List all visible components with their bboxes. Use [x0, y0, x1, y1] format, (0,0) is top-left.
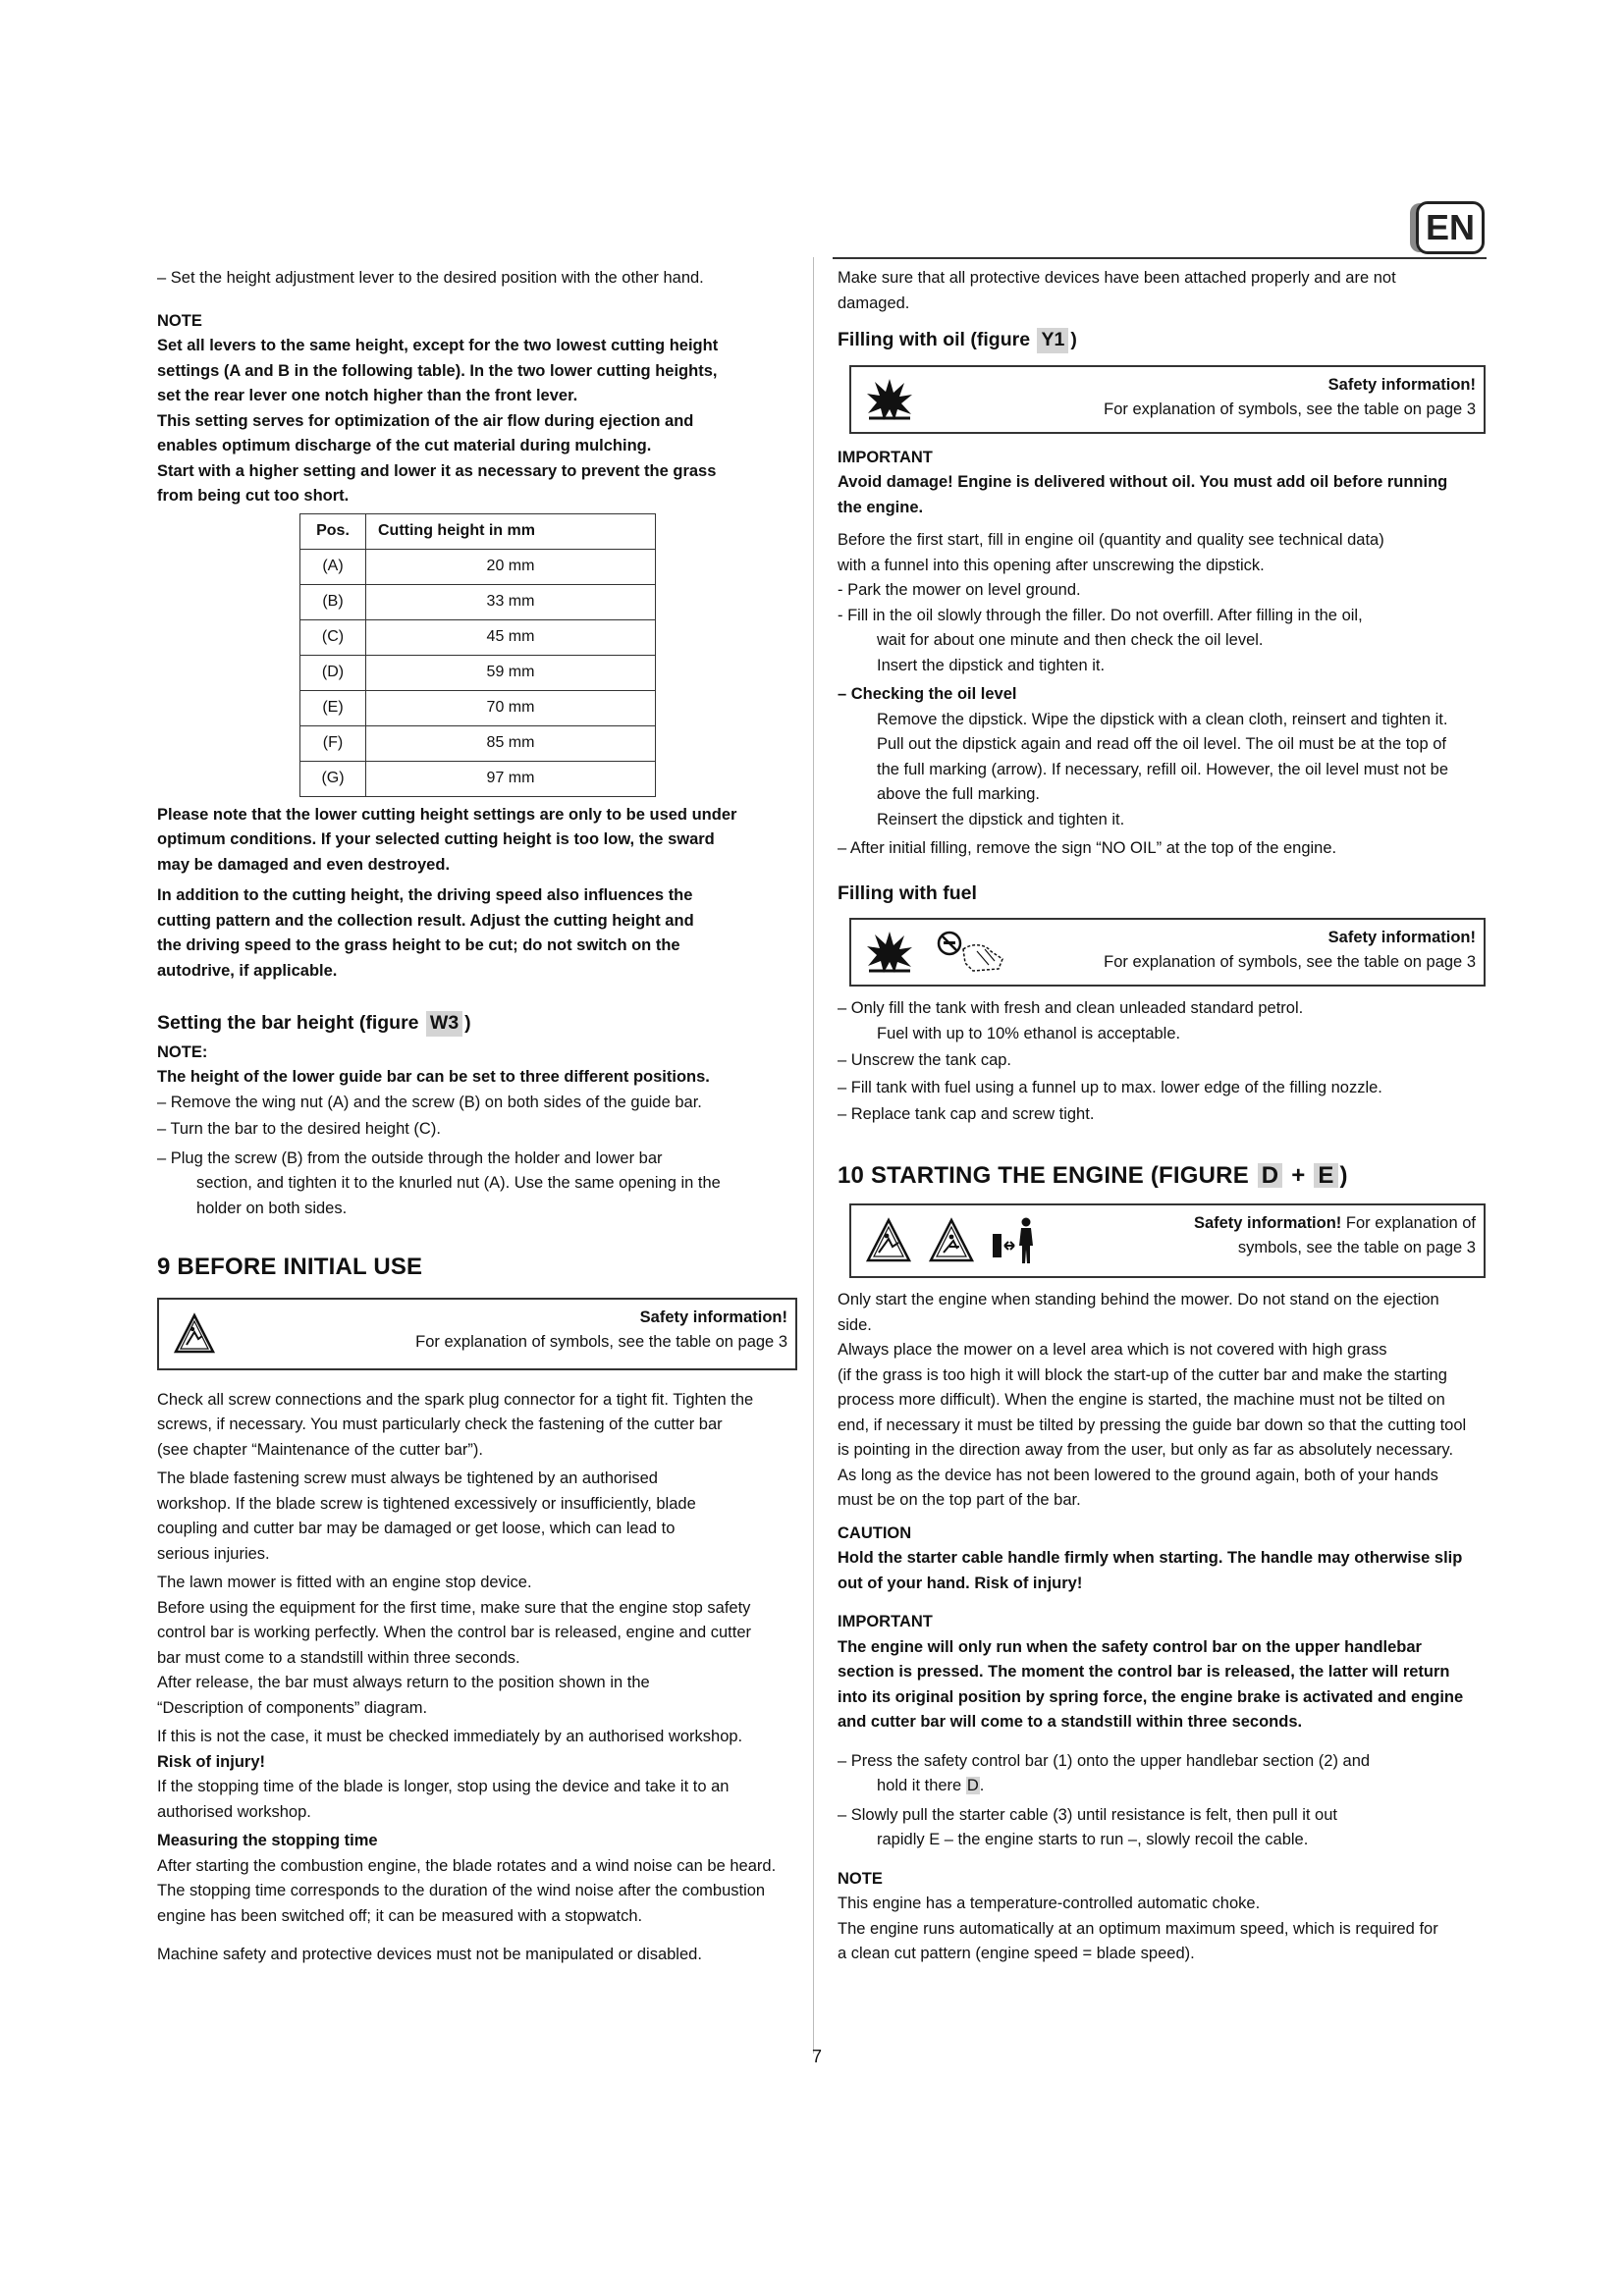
driving-speed-note	[157, 883, 797, 984]
note-line: settings (A and B in the following table). In the two lower cutting heights,	[157, 361, 718, 380]
bar-note-text: The height of the lower guide bar can be set to three different positions.	[157, 1068, 710, 1086]
warning-line: may be damaged and even destroyed.	[157, 855, 451, 874]
text-line: (if the grass is too high it will block the start-up of the cutter bar and make the starting	[838, 1365, 1447, 1384]
check-oil-line: above the full marking.	[877, 785, 1041, 803]
fuel-step: – Replace tank cap and screw tight.	[838, 1105, 1095, 1123]
safety-description: For explanation of symbols, see the table on page 3	[415, 1332, 787, 1351]
language-code: EN	[1425, 207, 1475, 247]
bar-step-cont: section, and tighten it to the knurled nut (A). Use the same opening in the	[196, 1174, 721, 1192]
figure-ref-d: D	[1258, 1163, 1283, 1189]
note-line: enables optimum discharge of the cut material during mulching.	[157, 437, 652, 454]
text-line: Before using the equipment for the first time, make sure that the engine stop safety	[157, 1598, 751, 1617]
text-line: must be on the top part of the bar.	[838, 1491, 1081, 1509]
right-column	[838, 263, 1486, 1967]
table-header: Cutting height in mm	[366, 513, 656, 549]
warning-low-height	[157, 803, 797, 879]
figure-ref-w3: W3	[426, 1011, 462, 1037]
text-line: process more difficult). When the engine is started, the machine must not be tilted on	[838, 1391, 1445, 1409]
heading-text: Filling with oil (figure	[838, 329, 1031, 350]
heading-close: )	[1339, 1161, 1348, 1189]
note-line: This setting serves for optimization of the air flow during ejection and	[157, 411, 694, 430]
text-line: serious injuries.	[157, 1544, 270, 1563]
heading-close: )	[464, 1012, 471, 1034]
text-line: workshop. If the blade screw is tightened excessively or insufficiently, blade	[157, 1494, 696, 1513]
table-cell: 70 mm	[366, 690, 656, 725]
heading-close: )	[1070, 329, 1077, 350]
text-line: The lawn mower is fitted with an engine stop device.	[157, 1574, 532, 1591]
hazard-triangle-icon	[928, 1217, 975, 1264]
start-step-cont: rapidly E – the engine starts to run –, slowly recoil the cable.	[877, 1831, 1309, 1848]
check-oil-line: Reinsert the dipstick and tighten it.	[877, 810, 1125, 828]
step-end: .	[979, 1777, 985, 1794]
table-cell: 97 mm	[366, 761, 656, 796]
text-line: The engine runs automatically at an optimum maximum speed, which is required for	[838, 1919, 1438, 1938]
caution-line: Hold the starter cable handle firmly when starting. The handle may otherwise slip	[838, 1549, 1463, 1567]
safety-title: Safety information!	[1193, 1214, 1342, 1232]
safety-box	[849, 918, 1486, 987]
stop-device-paragraph	[157, 1571, 797, 1750]
safety-icons	[159, 1300, 230, 1368]
text-line: authorised workshop.	[157, 1802, 311, 1821]
text-line: coupling and cutter bar may be damaged or get loose, which can lead to	[157, 1520, 676, 1537]
fuel-step-cont: Fuel with up to 10% ethanol is acceptable.	[877, 1024, 1181, 1042]
text-line: end, if necessary it must be tilted by pressing the guide bar down so that the cutting tool	[838, 1415, 1467, 1434]
intro-step: – Set the height adjustment lever to the desired position with the other hand.	[157, 269, 704, 287]
safety-text	[1022, 920, 1484, 985]
table-row	[300, 725, 656, 761]
speed-line: In addition to the cutting height, the driving speed also influences the	[157, 886, 693, 904]
text-line: Check all screw connections and the spark plug connector for a tight fit. Tighten the	[157, 1390, 754, 1409]
bar-step: – Plug the screw (B) from the outside through the holder and lower bar	[157, 1148, 663, 1167]
important-heading: IMPORTANT	[838, 1613, 933, 1630]
text-line: screws, if necessary. You must particularly check the fastening of the cutter bar	[157, 1415, 723, 1433]
text-line: with a funnel into this opening after unscrewing the dipstick.	[838, 556, 1265, 574]
table-row	[300, 655, 656, 690]
table-cell: (E)	[300, 690, 366, 725]
figure-ref-d: D	[966, 1777, 979, 1794]
fuel-heading: Filling with fuel	[838, 881, 977, 904]
note-heading: NOTE	[838, 1869, 883, 1888]
text-line: After starting the combustion engine, the blade rotates and a wind noise can be heard.	[157, 1856, 777, 1875]
important-line: The engine will only run when the safety control bar on the upper handlebar	[838, 1637, 1422, 1656]
table-cell: 45 mm	[366, 619, 656, 655]
safety-description: For explanation of symbols, see the table on page 3	[1104, 400, 1476, 418]
table-cell: (G)	[300, 761, 366, 796]
keep-distance-icon	[991, 1216, 1040, 1265]
text-line: Before the first start, fill in engine oil (quantity and quality see technical data)	[838, 531, 1384, 549]
figure-ref-e: E	[1314, 1163, 1337, 1189]
text-line: After release, the bar must always return to the position shown in the	[157, 1674, 650, 1691]
important-line: and cutter bar will come to a standstill within three seconds.	[838, 1713, 1303, 1731]
table-row	[300, 584, 656, 619]
oil-step-cont: wait for about one minute and then check the oil level.	[877, 631, 1264, 649]
page-number: 7	[812, 2047, 823, 2066]
text-line: As long as the device has not been lowered to the ground again, both of your hands	[838, 1466, 1438, 1484]
table-header-row	[300, 513, 656, 549]
explosion-icon	[865, 930, 914, 975]
safety-text	[928, 367, 1484, 432]
text-line: The stopping time corresponds to the duration of the wind noise after the combustion	[157, 1882, 766, 1899]
text-line: is pointing in the direction away from the user, but only as far as absolutely necessary.	[838, 1441, 1454, 1459]
safety-text	[1054, 1205, 1484, 1276]
caution-heading: CAUTION	[838, 1523, 912, 1542]
cutting-height-table	[299, 513, 656, 797]
fuel-step: – Unscrew the tank cap.	[838, 1051, 1012, 1069]
important-line: Avoid damage! Engine is delivered without oil. You must add oil before running	[838, 473, 1448, 491]
start-step: – Slowly pull the starter cable (3) until resistance is felt, then pull it out	[838, 1805, 1337, 1824]
safety-title: Safety information!	[639, 1308, 787, 1326]
note-line: set the rear lever one notch higher than the front lever.	[157, 387, 578, 404]
heading-text: Setting the bar height (figure	[157, 1012, 419, 1034]
warning-line: optimum conditions. If your selected cutting height is too low, the sward	[157, 830, 715, 848]
important-line: the engine.	[838, 498, 924, 516]
table-row	[300, 761, 656, 796]
speed-line: autodrive, if applicable.	[157, 961, 338, 980]
text-line: Only start the engine when standing behind the mower. Do not stand on the ejection	[838, 1291, 1439, 1308]
text-line: If this is not the case, it must be checked immediately by an authorised workshop.	[157, 1728, 743, 1745]
bar-step-cont: holder on both sides.	[196, 1199, 348, 1217]
text-line: engine has been switched off; it can be measured with a stopwatch.	[157, 1906, 643, 1925]
no-smoking-fuel-icon	[930, 930, 1008, 975]
warning-line: Please note that the lower cutting height settings are only to be used under	[157, 805, 737, 824]
language-badge	[1416, 201, 1485, 254]
oil-step: - Park the mower on level ground.	[838, 581, 1081, 599]
text-line: This engine has a temperature-controlled automatic choke.	[838, 1895, 1261, 1912]
section-9-heading: 9 BEFORE INITIAL USE	[157, 1254, 423, 1280]
note-line: from being cut too short.	[157, 487, 350, 505]
text-line: bar must come to a standstill within three seconds.	[157, 1648, 520, 1667]
table-row	[300, 619, 656, 655]
table-cell: (D)	[300, 655, 366, 690]
note-heading: NOTE	[157, 311, 202, 330]
bar-step: – Turn the bar to the desired height (C).	[157, 1120, 441, 1138]
table-cell: (A)	[300, 549, 366, 584]
text-line: Always place the mower on a level area which is not covered with high grass	[838, 1341, 1387, 1359]
safety-icons	[851, 367, 928, 432]
safety-description: For explanation of	[1345, 1214, 1476, 1232]
text-line: The blade fastening screw must always be tightened by an authorised	[157, 1469, 658, 1487]
safety-icons	[851, 920, 1022, 985]
check-oil-line: Pull out the dipstick again and read off the oil level. The oil must be at the top of	[877, 735, 1447, 753]
safety-box	[849, 365, 1486, 434]
speed-line: the driving speed to the grass height to be cut; do not switch on the	[157, 936, 680, 954]
figure-ref-y1: Y1	[1037, 328, 1068, 353]
after-fill-step: – After initial filling, remove the sign “NO OIL” at the top of the engine.	[838, 839, 1337, 857]
column-divider	[813, 257, 814, 2054]
table-row	[300, 690, 656, 725]
bar-step: – Remove the wing nut (A) and the screw (B) on both sides of the guide bar.	[157, 1093, 702, 1111]
text-line: Make sure that all protective devices have been attached properly and are not	[838, 269, 1396, 287]
safety-description: symbols, see the table on page 3	[1237, 1239, 1476, 1256]
table-cell: (F)	[300, 725, 366, 761]
fuel-step: – Only fill the tank with fresh and clean unleaded standard petrol.	[838, 999, 1304, 1017]
safety-title: Safety information!	[1327, 929, 1476, 946]
bar-note-heading: NOTE:	[157, 1042, 208, 1061]
measure-heading: Measuring the stopping time	[157, 1832, 378, 1849]
important-heading: IMPORTANT	[838, 448, 933, 466]
text-line: “Description of components” diagram.	[157, 1698, 428, 1717]
start-step: – Press the safety control bar (1) onto the upper handlebar section (2) and	[838, 1751, 1371, 1770]
note-line: Set all levers to the same height, except for the two lowest cutting height	[157, 337, 719, 354]
speed-line: cutting pattern and the collection result. Adjust the cutting height and	[157, 911, 694, 930]
safety-description: For explanation of symbols, see the table on page 3	[1104, 953, 1476, 971]
safety-line	[1054, 1211, 1476, 1236]
table-cell: (C)	[300, 619, 366, 655]
check-oil-line: Remove the dipstick. Wipe the dipstick with a clean cloth, reinsert and tighten it.	[877, 710, 1448, 728]
important-line: section is pressed. The moment the control bar is released, the latter will return	[838, 1663, 1450, 1681]
note-body	[157, 334, 797, 509]
start-step-cont	[838, 1774, 1486, 1799]
heading-plus: +	[1291, 1161, 1306, 1189]
check-oil-line: the full marking (arrow). If necessary, refill oil. However, the oil level must not be	[877, 760, 1449, 778]
table-header: Pos.	[300, 513, 366, 549]
hazard-triangle-icon	[173, 1312, 216, 1356]
hazard-triangle-icon	[865, 1217, 912, 1264]
oil-step: - Fill in the oil slowly through the filler. Do not overfill. After filling in the oil,	[838, 606, 1363, 624]
header-rule	[833, 257, 1487, 259]
section-10-heading	[838, 1163, 1486, 1189]
table-row	[300, 549, 656, 584]
left-column	[157, 263, 797, 1968]
safety-box	[157, 1298, 797, 1370]
text-line: a clean cut pattern (engine speed = blade speed).	[838, 1945, 1195, 1962]
check-paragraph	[157, 1388, 797, 1464]
caution-line: out of your hand. Risk of injury!	[838, 1574, 1083, 1592]
important-line: into its original position by spring force, the engine brake is activated and engine	[838, 1687, 1464, 1706]
text-line: side.	[838, 1315, 872, 1334]
final-note: Machine safety and protective devices must not be manipulated or disabled.	[157, 1946, 702, 1963]
bar-height-heading	[157, 1011, 797, 1037]
text-line: (see chapter “Maintenance of the cutter bar”).	[157, 1440, 483, 1459]
text-line: damaged.	[838, 294, 910, 312]
safety-title: Safety information!	[1327, 375, 1476, 394]
oil-step-cont: Insert the dipstick and tighten it.	[877, 656, 1106, 674]
safety-text	[230, 1300, 795, 1368]
text-line: control bar is working perfectly. When the control bar is released, engine and cutter	[157, 1624, 752, 1641]
risk-heading: Risk of injury!	[157, 1752, 266, 1771]
fuel-step: – Fill tank with fuel using a funnel up to max. lower edge of the filling nozzle.	[838, 1078, 1382, 1096]
explosion-icon	[865, 377, 914, 422]
table-cell: 59 mm	[366, 655, 656, 690]
table-cell: (B)	[300, 584, 366, 619]
text-line: If the stopping time of the blade is longer, stop using the device and take it to an	[157, 1778, 730, 1795]
note-line: Start with a higher setting and lower it as necessary to prevent the grass	[157, 461, 717, 480]
heading-text: 10 STARTING THE ENGINE (FIGURE	[838, 1161, 1249, 1189]
blade-paragraph	[157, 1467, 797, 1567]
oil-heading	[838, 328, 1486, 353]
check-oil-heading: – Checking the oil level	[838, 685, 1017, 703]
table-cell: 33 mm	[366, 584, 656, 619]
start-paragraph	[838, 1288, 1486, 1514]
step-text: hold it there	[877, 1777, 962, 1794]
table-cell: 85 mm	[366, 725, 656, 761]
safety-box	[849, 1203, 1486, 1278]
table-cell: 20 mm	[366, 549, 656, 584]
safety-icons	[851, 1205, 1054, 1276]
